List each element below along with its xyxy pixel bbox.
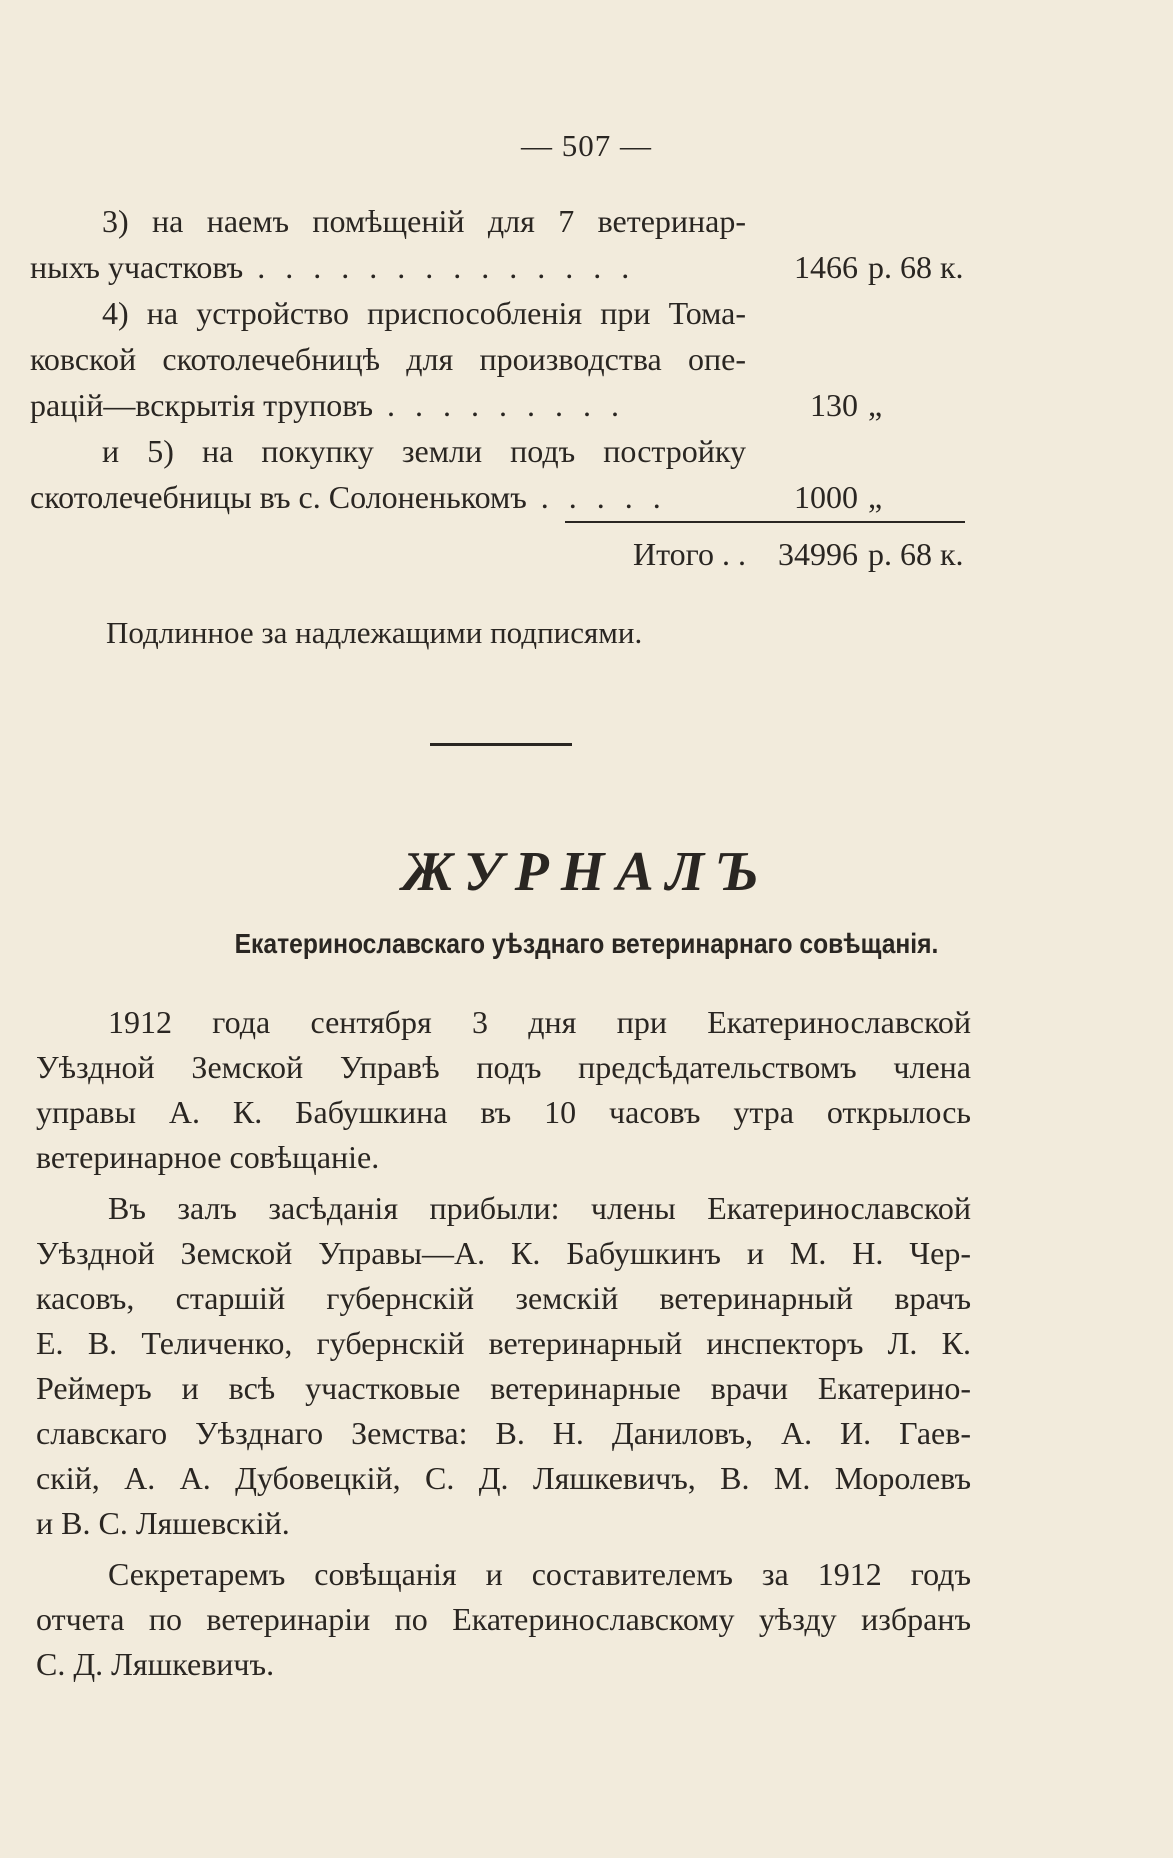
- expense-amount: 1000: [794, 479, 858, 515]
- journal-subtitle: Екатеринославскаго уѣзднаго ветеринарнаго совѣщанія.: [234, 928, 939, 959]
- expense-text: [30, 428, 746, 474]
- expense-unit: р. 68 к.: [868, 249, 964, 285]
- page-number: — 507 —: [521, 128, 652, 163]
- journal-body: [36, 1000, 971, 1687]
- text-line: Уѣздной Земской Управѣ подъ предсѣдательствомъ члена: [36, 1049, 971, 1085]
- expense-row: [30, 428, 970, 474]
- leader-dots: . . . . .: [526, 479, 667, 515]
- text-line: управы А. К. Бабушкина въ 10 часовъ утра открылось: [36, 1094, 971, 1130]
- section-divider: [430, 743, 572, 746]
- text-line: Уѣздной Земской Управы—А. К. Бабушкинъ и М. Н. Чер-: [36, 1235, 971, 1271]
- text-line: касовъ, старшій губернскій земскій ветеринарный врачъ: [36, 1280, 971, 1316]
- total-amount: 34996: [778, 536, 858, 572]
- text-line: 1912 года сентября 3 дня при Екатеринославской: [108, 1004, 971, 1040]
- expense-description: рацій—вскрытія труповъ: [30, 387, 374, 423]
- expense-text: [30, 244, 746, 290]
- text-line: ветеринарное совѣщаніе.: [36, 1139, 380, 1175]
- expense-text: [30, 198, 746, 244]
- expense-row: [30, 198, 970, 244]
- expense-amount: 1466: [794, 249, 858, 285]
- expense-unit: „: [868, 479, 883, 515]
- expense-text: [30, 336, 746, 382]
- total-rule: [565, 521, 965, 523]
- expense-description: 4) на устройство приспособленія при Тома-: [102, 295, 746, 331]
- expense-amount: 130: [810, 387, 858, 423]
- text-line: Секретаремъ совѣщанія и составителемъ за 1912 годъ: [108, 1556, 971, 1592]
- expense-description: и 5) на покупку земли подъ постройку: [102, 433, 746, 469]
- total-label: Итого . .: [633, 536, 746, 572]
- text-line: славскаго Уѣзднаго Земства: В. Н. Даниловъ, А. И. Гаев-: [36, 1415, 971, 1451]
- expense-row: [30, 336, 970, 382]
- expense-description: 3) на наемъ помѣщеній для 7 ветеринар-: [102, 203, 746, 239]
- expense-list: [30, 198, 970, 520]
- expense-row: [30, 290, 970, 336]
- text-line: Въ залъ засѣданія прибыли: члены Екатеринославской: [108, 1190, 971, 1226]
- expense-description: скотолечебницы въ с. Солоненькомъ: [30, 479, 527, 515]
- journal-title: ЖУРНАЛЪ: [402, 841, 771, 903]
- text-line: Реймеръ и всѣ участковые ветеринарные врачи Екатерино-: [36, 1370, 971, 1406]
- total-unit: р. 68 к.: [868, 536, 964, 572]
- paragraph: [36, 1000, 971, 1180]
- text-line: и В. С. Ляшевскій.: [36, 1505, 290, 1541]
- signature-note: Подлинное за надлежащими подписями.: [106, 615, 643, 650]
- expense-unit: „: [868, 387, 883, 423]
- text-line: скій, А. А. Дубовецкій, С. Д. Ляшкевичъ, В. М. Моролевъ: [36, 1460, 971, 1496]
- leader-dots: . . . . . . . . .: [373, 387, 626, 423]
- expense-row: [30, 382, 970, 428]
- paragraph: [36, 1552, 971, 1687]
- text-line: Е. В. Теличенко, губернскій ветеринарный инспекторъ Л. К.: [36, 1325, 971, 1361]
- expense-description: ныхъ участковъ: [30, 249, 244, 285]
- expense-description: ковской скотолечебницѣ для производства опе-: [30, 341, 746, 377]
- paragraph: [36, 1186, 971, 1546]
- expense-text: [30, 290, 746, 336]
- text-line: С. Д. Ляшкевичъ.: [36, 1646, 275, 1682]
- expense-text: [30, 474, 746, 520]
- expense-row: [30, 244, 970, 290]
- expense-row: [30, 474, 970, 520]
- text-line: отчета по ветеринаріи по Екатеринославскому уѣзду избранъ: [36, 1601, 971, 1637]
- expense-text: [30, 382, 746, 428]
- leader-dots: . . . . . . . . . . . . . .: [243, 249, 636, 285]
- total-row: [30, 531, 970, 577]
